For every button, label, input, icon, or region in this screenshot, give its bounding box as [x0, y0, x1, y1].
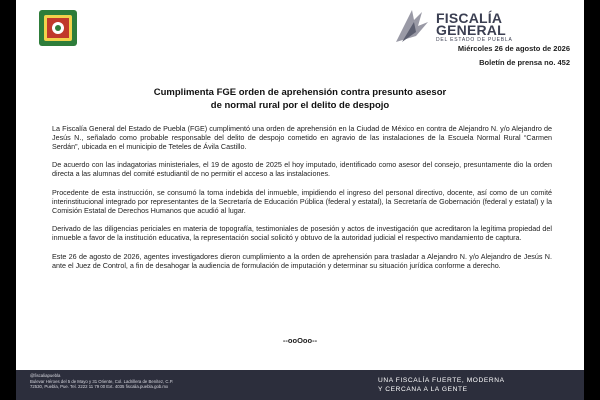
logo-text-general: GENERAL [436, 22, 506, 38]
footer-address-line-2: 72530, Puebla, Pue. Tel. 2222 11 79 00 Ext. 4035 fiscalia.puebla.gob.mx [30, 384, 169, 390]
paragraph: La Fiscalía General del Estado de Puebla (FGE) cumplimentó una orden de aprehensión en la Ciudad de México en contra de Alejandro N. y/o Alejandro de Jesús N., señalado como probable responsable del delito de despojo cometido en agravio de las instalaciones de la Escuela Normal Rural “Carmen Serdán”, ubicada en el municipio de Teteles de Ávila Castillo. [52, 124, 552, 151]
paragraph: Derivado de las diligencias periciales en materia de topografía, testimoniales de posesión y actos de investigación que acreditaron la legítima propiedad del inmueble a favor de la institución educativa, la representación social solicitó y obtuvo de la autoridad judicial el respectivo mandamiento de captura. [52, 224, 552, 243]
footer-contact [30, 373, 270, 390]
release-date: Miércoles 26 de agosto de 2026 [457, 44, 570, 53]
logo-text-state: DEL ESTADO DE PUEBLA [436, 37, 513, 43]
fiscalia-emblem-icon [392, 6, 432, 44]
bulletin-number: Boletín de prensa no. 452 [479, 58, 570, 67]
fiscalia-logo [392, 6, 572, 46]
paragraph: De acuerdo con las indagatorias ministeriales, el 19 de agosto de 2025 el hoy imputado, identificado como asesor del consejo, presuntamente dio la orden directa a las alumnas del comité estudiantil de no permitir el acceso a las instalaciones. [52, 160, 552, 179]
state-crest-icon [38, 9, 78, 47]
footer-handle: @fiscaliapuebla [30, 373, 61, 378]
footer-slogan-line-2: Y CERCANA A LA GENTE [378, 386, 468, 393]
paragraph: Procedente de esta instrucción, se consumó la toma indebida del inmueble, impidiendo el ingreso del personal directivo, docente, así como de un comité interinstitucional integrado por representantes de la Secretaría de Educación Pública (federal y estatal), la Secretaría de Gobernación (federal y estatal) y la Comisión Estatal de Derechos Humanos que acudió al lugar. [52, 187, 552, 215]
headline [46, 86, 554, 112]
end-separator: --ooOoo-- [282, 336, 318, 345]
footer-slogan-line-1: UNA FISCALÍA FUERTE, MODERNA [378, 377, 505, 384]
paragraph: Este 26 de agosto de 2026, agentes investigadores dieron cumplimiento a la orden de aprehensión para trasladar a Alejandro N. y/o Alejandro de Jesús N. ante el Juez de Control, a fin de desahogar la audiencia de formulación de imputación y determinar su situación jurídica conforme a derecho. [52, 251, 552, 270]
headline-line-2: de normal rural por el delito de despojo [210, 100, 390, 111]
footer-address-line-1: Bulevar Héroes del 5 de Mayo y 31 Oriente, Col. Ladrillera de Benítez, C.P. [30, 378, 174, 384]
press-release-page [16, 0, 584, 400]
headline-line-1: Cumplimenta FGE orden de aprehensión contra presunto asesor [153, 87, 447, 98]
article-body [52, 125, 552, 281]
logo-text-fiscalia: FISCALÍA [436, 10, 503, 26]
footer [16, 370, 584, 400]
footer-slogan [378, 376, 568, 394]
